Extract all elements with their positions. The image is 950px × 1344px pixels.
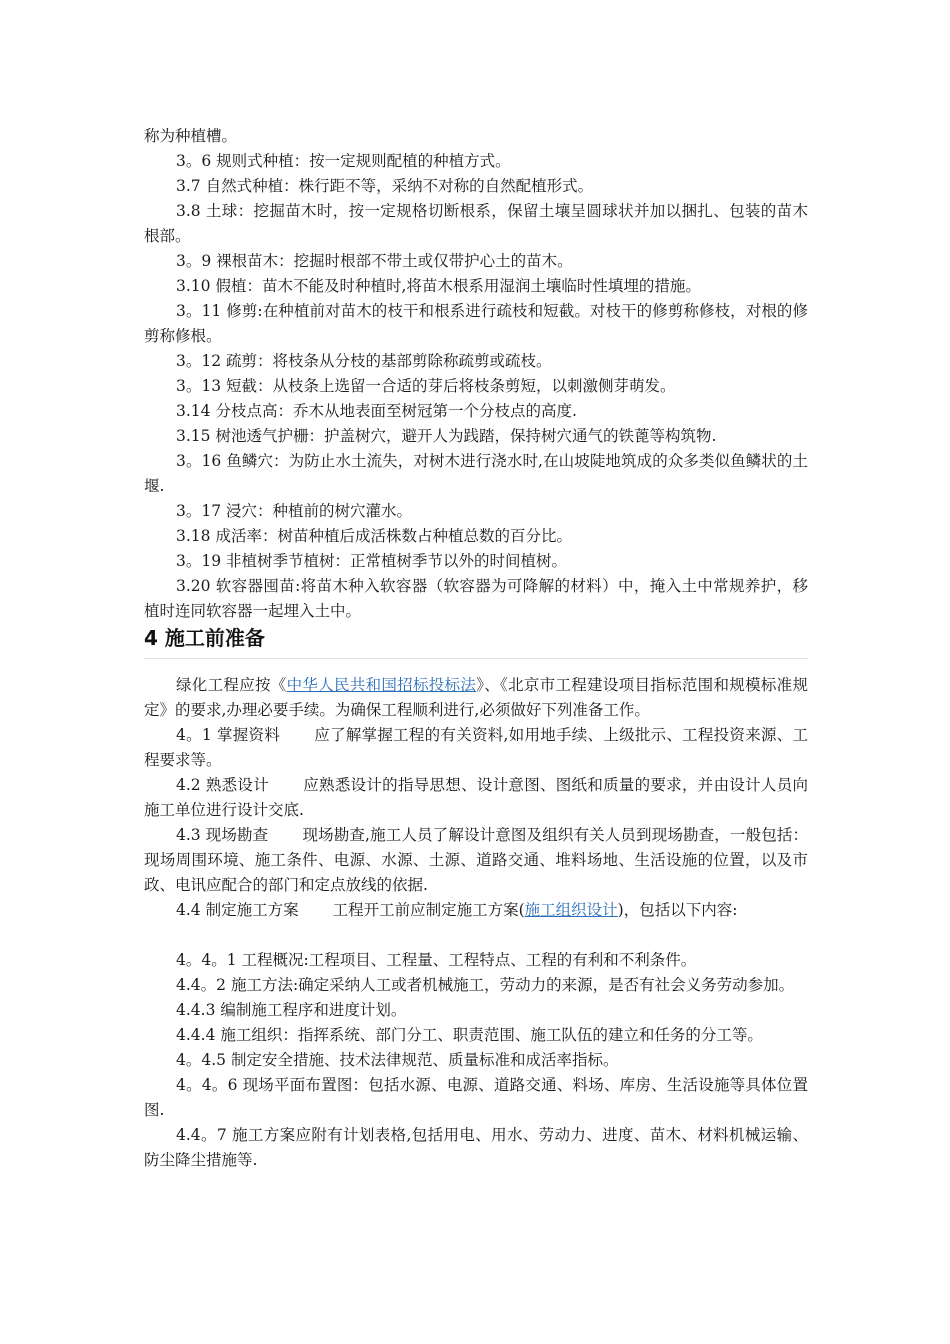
item-label: 4.4 制定施工方案	[176, 901, 299, 919]
definition-3-16: 3。16 鱼鳞穴：为防止水土流失，对树木进行浇水时,在山坡陡地筑成的众多类似鱼鳞状的土堰.	[144, 452, 808, 495]
intro-text-b: 》、《北京市工程建设项目指标范围和规模标准规定》的要求,办理必要手续。为确保工程顺利进行,必须做好下列准备工作。	[144, 676, 808, 719]
definition-3-17: 3。17 浸穴：种植前的树穴灌水。	[176, 502, 413, 520]
definition-3-18: 3.18 成活率：树苗种植后成活株数占种植总数的百分比。	[176, 527, 572, 545]
item-text-a: 工程开工前应制定施工方案(	[332, 901, 525, 919]
item-label: 4。1 掌握资料	[176, 726, 281, 744]
document-body	[144, 124, 808, 1173]
definition-3-15: 3.15 树池透气护栅：护盖树穴，避开人为践踏，保持树穴通气的铁蓖等构筑物.	[176, 427, 717, 445]
item-text: 现场勘查,施工人员了解设计意图及组织有关人员到现场勘查，一般包括：现场周围环境、施工条件、电源、水源、土源、道路交通、堆料场地、生活设施的位置，以及市政、电讯应配合的部门和定点放线的依据.	[144, 826, 809, 894]
definition-3-20: 3.20 软容器囤苗:将苗木种入软容器（软容器为可降解的材料）中，掩入土中常规养护，移植时连同软容器一起埋入土中。	[144, 577, 808, 620]
sub-item-4-4-6: 4。4。6 现场平面布置图：包括水源、电源、道路交通、料场、库房、生活设施等具体位置图.	[144, 1076, 808, 1119]
item-4-2	[144, 773, 808, 823]
definition-3-13: 3。13 短截：从枝条上选留一合适的芽后将枝条剪短，以刺激侧芽萌发。	[176, 377, 676, 395]
item-4-1	[144, 723, 808, 773]
sub-item-4-4-3: 4.4.3 编制施工程序和进度计划。	[176, 1001, 407, 1019]
definition-3-12: 3。12 疏剪：将枝条从分枝的基部剪除称疏剪或疏枝。	[176, 352, 552, 370]
spacer	[144, 923, 808, 948]
definition-3-8: 3.8 土球：挖掘苗木时，按一定规格切断根系，保留土壤呈圆球状并加以捆扎、包装的苗木根部。	[144, 202, 808, 245]
sub-item-4-4-4: 4.4.4 施工组织：指挥系统、部门分工、职责范围、施工队伍的建立和任务的分工等。	[176, 1026, 763, 1044]
construction-design-link[interactable]: 施工组织设计	[524, 901, 618, 919]
sub-item-4-4-2: 4.4。2 施工方法:确定采纳人工或者机械施工，劳动力的来源，是否有社会义务劳动参加。	[176, 976, 795, 994]
sub-item-4-4-5: 4。4.5 制定安全措施、技术法律规范、质量标准和成活率指标。	[176, 1051, 619, 1069]
item-text: 应熟悉设计的指导思想、设计意图、图纸和质量的要求，并由设计人员向施工单位进行设计交底.	[144, 776, 808, 819]
item-4-3	[144, 823, 808, 898]
intro-text-a: 绿化工程应按《	[176, 676, 287, 694]
item-label: 4.3 现场勘查	[176, 826, 269, 844]
definition-3-6: 3。6 规则式种植：按一定规则配植的种植方式。	[176, 152, 511, 170]
definition-3-7: 3.7 自然式种植：株行距不等，采纳不对称的自然配植形式。	[176, 177, 594, 195]
definition-3-19: 3。19 非植树季节植树：正常植树季节以外的时间植树。	[176, 552, 568, 570]
definition-3-11: 3。11 修剪:在种植前对苗木的枝干和根系进行疏枝和短截。对枝干的修剪称修枝，对根的修剪称修根。	[144, 302, 808, 345]
item-text: 应了解掌握工程的有关资料,如用地手续、上级批示、工程投资来源、工程要求等。	[144, 726, 808, 769]
law-link[interactable]: 中华人民共和国招标投标法	[286, 676, 477, 694]
section-intro	[144, 673, 808, 723]
item-text-b: )，包括以下内容:	[617, 901, 738, 919]
sub-item-4-4-7: 4.4。7 施工方案应附有计划表格,包括用电、用水、劳动力、进度、苗木、材料机械运输、防尘降尘措施等.	[144, 1126, 808, 1169]
definition-3-14: 3.14 分枝点高：乔木从地表面至树冠第一个分枝点的高度.	[176, 402, 577, 420]
item-label: 4.2 熟悉设计	[176, 776, 269, 794]
paragraph: 称为种植槽。	[144, 127, 238, 145]
section-heading: 4 施工前准备	[144, 624, 808, 659]
sub-item-4-4-1: 4。4。1 工程概况:工程项目、工程量、工程特点、工程的有利和不利条件。	[176, 951, 697, 969]
definition-3-9: 3。9 裸根苗木：挖掘时根部不带土或仅带护心土的苗木。	[176, 252, 573, 270]
item-4-4	[144, 898, 808, 923]
definition-3-10: 3.10 假植：苗木不能及时种植时,将苗木根系用湿润土壤临时性填埋的措施。	[176, 277, 701, 295]
